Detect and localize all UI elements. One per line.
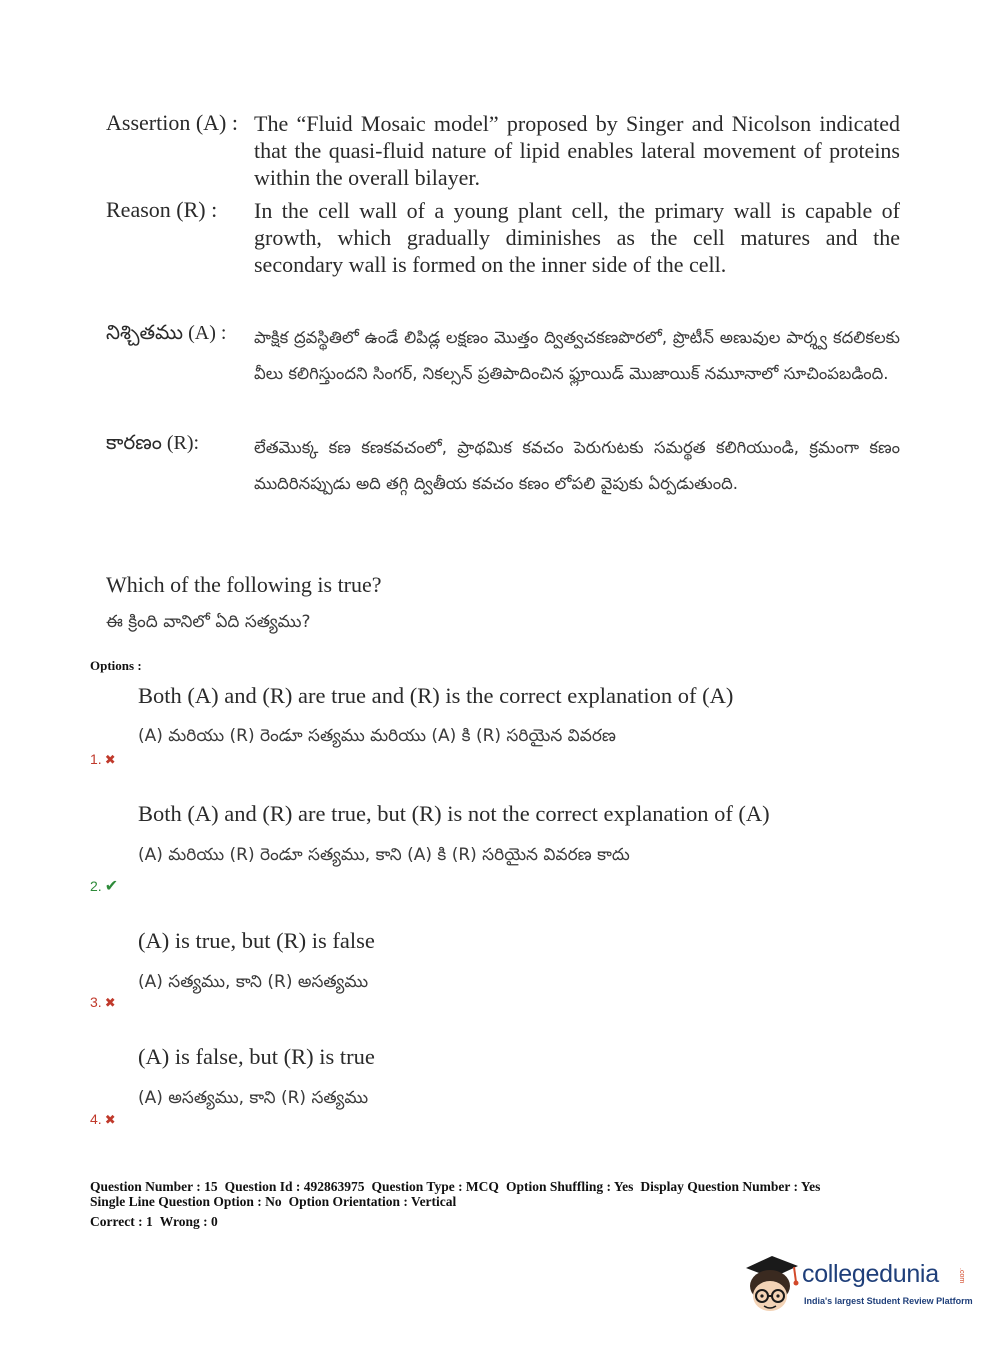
cross-icon: ✖ bbox=[104, 1112, 116, 1127]
reason-te-text: లేతమొక్క కణ కణకవచంలో, ప్రాథమిక కవచం పెరుగుటకు సమర్థత కలిగియుండి, క్రమంగా కణం ముదిరినప్పుడు అది తగ్గి ద్వితీయ కవచం కణం లోపలి వైపుకు ఏర్పడుతుంది. bbox=[254, 438, 900, 493]
assertion-label: Assertion (A) : bbox=[106, 110, 238, 135]
option-3-number bbox=[90, 994, 116, 1011]
option-3-en[interactable]: (A) is true, but (R) is false bbox=[138, 928, 375, 953]
reason-text: In the cell wall of a young plant cell, the primary wall is capable of growth, which gradually diminishes as the cell matures and the secondary wall is formed on the inner side of the cell. bbox=[254, 198, 900, 277]
meta-question-type: Question Type : MCQ bbox=[371, 1179, 499, 1194]
reason-te-label: కారణం (R): bbox=[106, 432, 200, 454]
options-label: Options : bbox=[90, 658, 142, 673]
brand-name: collegedunia bbox=[802, 1260, 939, 1288]
option-2-te[interactable]: (A) మరియు (R) రెండూ సత్యము, కాని (A) కి (R) సరియైన వివరణ కాదు bbox=[138, 845, 630, 865]
meta-wrong: Wrong : 0 bbox=[159, 1214, 218, 1229]
option-2-number bbox=[90, 876, 118, 896]
option-1-te[interactable]: (A) మరియు (R) రెండూ సత్యము మరియు (A) కి (R) సరియైన వివరణ bbox=[138, 726, 616, 746]
meta-question-number: Question Number : 15 bbox=[90, 1179, 218, 1194]
option-number: 4. bbox=[90, 1111, 102, 1127]
check-icon: ✔ bbox=[104, 878, 119, 895]
assertion-te-label: నిశ్చితము (A) : bbox=[106, 322, 227, 344]
option-number: 1. bbox=[90, 751, 102, 767]
option-number: 3. bbox=[90, 994, 102, 1010]
option-4-te[interactable]: (A) అసత్యము, కాని (R) సత్యము bbox=[138, 1088, 369, 1108]
meta-line-1 bbox=[90, 1179, 827, 1195]
assertion-te-text: పాక్షిక ద్రవస్థితిలో ఉండే లిపిడ్ల లక్షణం మొత్తం ద్విత్వచకణపొరలో, ప్రొటీన్ అణువుల పార్శ్వ కదలికలకు వీలు కలిగిస్తుందని సింగర్, నికల్సన్ ప్రతిపాదించిన ఫ్లూయిడ్ మొజాయిక్ నమూనాలో సూచింపబడింది. bbox=[254, 328, 900, 383]
collegedunia-logo bbox=[742, 1252, 972, 1316]
meta-option-shuffling: Option Shuffling : Yes bbox=[505, 1179, 634, 1194]
question-en: Which of the following is true? bbox=[106, 572, 382, 597]
meta-correct: Correct : 1 bbox=[90, 1214, 153, 1229]
option-2-en[interactable]: Both (A) and (R) are true, but (R) is not the correct explanation of (A) bbox=[138, 801, 770, 826]
meta-orientation: Option Orientation : Vertical bbox=[288, 1194, 457, 1209]
brand-domain: .com bbox=[958, 1268, 965, 1284]
meta-line-2 bbox=[90, 1194, 463, 1210]
assertion-text: The “Fluid Mosaic model” proposed by Singer and Nicolson indicated that the quasi-fluid nature of lipid enables lateral movement of proteins within the overall bilayer. bbox=[254, 111, 900, 190]
option-4-en[interactable]: (A) is false, but (R) is true bbox=[138, 1044, 375, 1069]
question-te: ఈ క్రింది వానిలో ఏది సత్యము? bbox=[106, 612, 311, 632]
cross-icon: ✖ bbox=[104, 995, 116, 1010]
option-4-number bbox=[90, 1111, 116, 1128]
cross-icon: ✖ bbox=[104, 752, 116, 767]
brand-tagline: India's largest Student Review Platform bbox=[804, 1296, 973, 1306]
meta-single-line: Single Line Question Option : No bbox=[90, 1194, 282, 1209]
reason-label: Reason (R) : bbox=[106, 197, 218, 222]
option-3-te[interactable]: (A) సత్యము, కాని (R) అసత్యము bbox=[138, 972, 369, 992]
mascot-icon bbox=[742, 1252, 800, 1316]
option-number: 2. bbox=[90, 878, 102, 894]
meta-question-id: Question Id : 492863975 bbox=[224, 1179, 365, 1194]
meta-display-number: Display Question Number : Yes bbox=[640, 1179, 821, 1194]
meta-line-3 bbox=[90, 1214, 225, 1230]
option-1-en[interactable]: Both (A) and (R) are true and (R) is the correct explanation of (A) bbox=[138, 683, 734, 708]
option-1-number bbox=[90, 751, 116, 768]
